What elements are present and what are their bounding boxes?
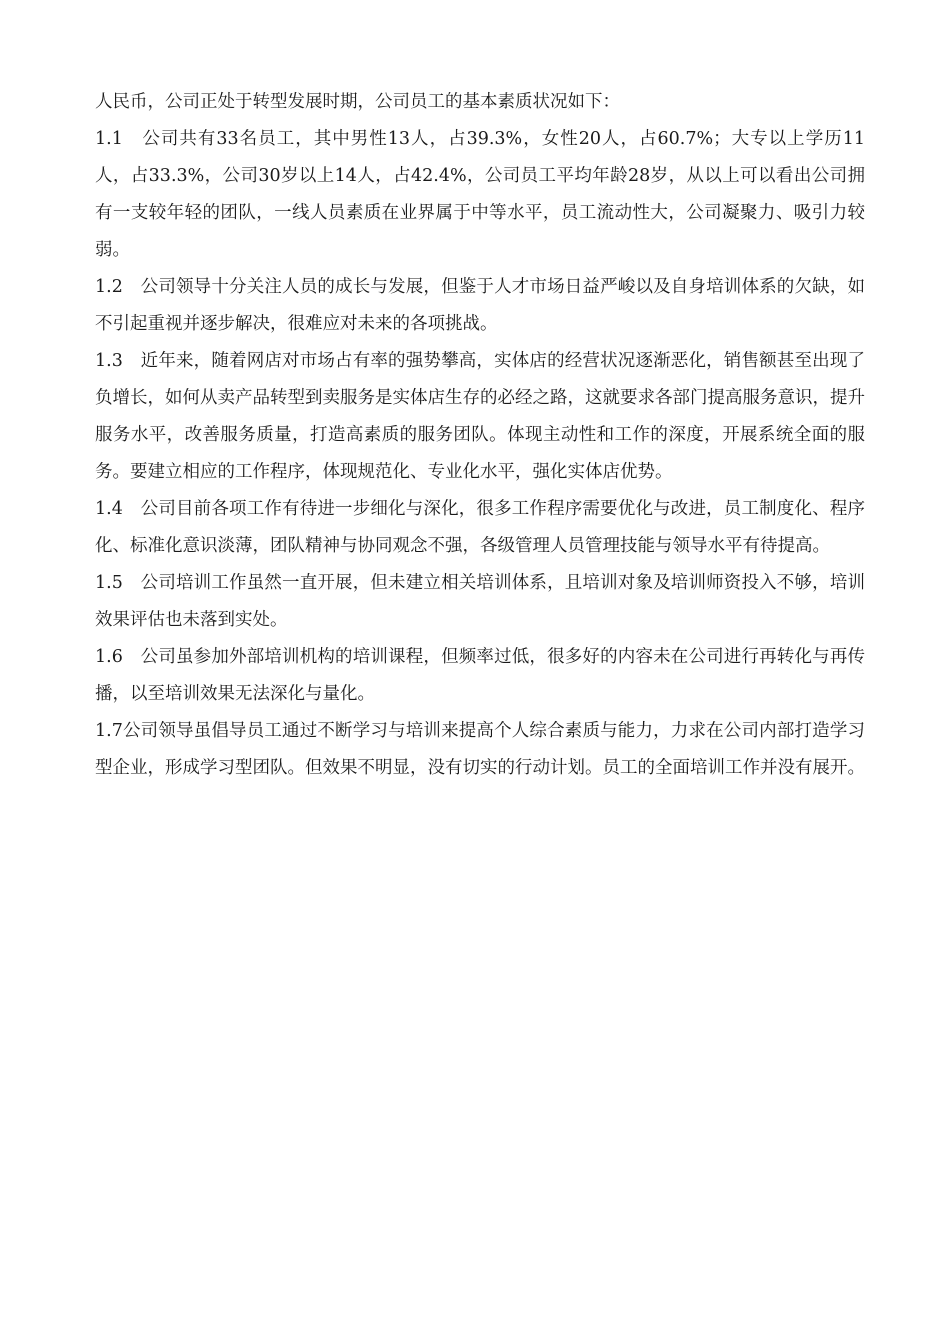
paragraph-text: 人民币，公司正处于转型发展时期，公司员工的基本素质状况如下： [95,92,620,112]
paragraph-intro [95,84,865,121]
paragraph-text: 公司虽参加外部培训机构的培训课程，但频率过低，很多好的内容未在公司进行再转化与再传播，以至培训效果无法深化与量化。 [95,647,865,704]
paragraph-1-6 [95,639,865,713]
paragraph-number: 1.3 [95,351,141,371]
paragraph-number: 1.2 [95,277,141,297]
paragraph-number: 1.4 [95,499,141,519]
paragraph-text: 公司培训工作虽然一直开展，但未建立相关培训体系，且培训对象及培训师资投入不够，培训效果评估也未落到实处。 [95,573,865,630]
paragraph-text: 公司领导虽倡导员工通过不断学习与培训来提高个人综合素质与能力，力求在公司内部打造学习型企业，形成学习型团队。但效果不明显，没有切实的行动计划。员工的全面培训工作并没有展开。 [95,721,865,778]
paragraph-text: 公司目前各项工作有待进一步细化与深化，很多工作程序需要优化与改进，员工制度化、程序化、标准化意识淡薄，团队精神与协同观念不强，各级管理人员管理技能与领导水平有待提高。 [95,499,865,556]
paragraph-text: 近年来，随着网店对市场占有率的强势攀高，实体店的经营状况逐渐恶化，销售额甚至出现了负增长，如何从卖产品转型到卖服务是实体店生存的必经之路，这就要求各部门提高服务意识，提升服务水平，改善服务质量，打造高素质的服务团队。体现主动性和工作的深度，开展系统全面的服务。要建立相应的工作程序，体现规范化、专业化水平，强化实体店优势。 [95,351,865,482]
paragraph-1-1 [95,121,865,269]
paragraph-1-7 [95,713,865,787]
paragraph-number: 1.7 [95,721,123,741]
paragraph-number: 1.5 [95,573,141,593]
paragraph-1-5 [95,565,865,639]
document-body [95,84,865,787]
paragraph-1-3 [95,343,865,491]
paragraph-number: 1.6 [95,647,141,667]
paragraph-text: 公司共有33名员工，其中男性13人，占39.3%，女性20人，占60.7%；大专以上学历11人，占33.3%，公司30岁以上14人，占42.4%，公司员工平均年龄28岁，从以上可以看出公司拥有一支较年轻的团队，一线人员素质在业界属于中等水平，员工流动性大，公司凝聚力、吸引力较弱。 [95,129,865,260]
paragraph-number: 1.1 [95,129,143,149]
paragraph-1-4 [95,491,865,565]
paragraph-1-2 [95,269,865,343]
paragraph-text: 公司领导十分关注人员的成长与发展，但鉴于人才市场日益严峻以及自身培训体系的欠缺，如不引起重视并逐步解决，很难应对未来的各项挑战。 [95,277,865,334]
